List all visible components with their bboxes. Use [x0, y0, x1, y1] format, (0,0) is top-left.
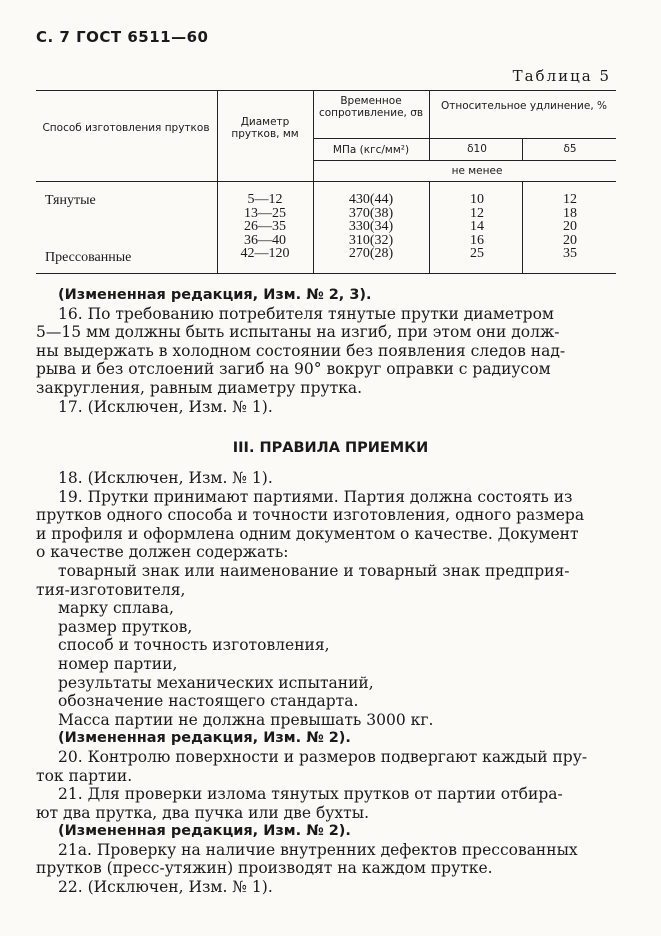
table-col-divider	[522, 181, 523, 273]
paragraph-22: 22. (Исключен, Изм. № 1).	[58, 878, 273, 897]
table-col-divider	[217, 90, 218, 273]
list-item: марку сплава,	[58, 599, 174, 618]
text-block-1	[36, 286, 610, 416]
column-d5	[527, 193, 613, 261]
table-col-divider	[429, 90, 430, 160]
header-strength-unit: МПа (кгс/мм²)	[332, 144, 410, 156]
column-diameter	[225, 193, 305, 261]
paragraph-19-line: 19. Прутки принимают партиями. Партия должна состоять из	[58, 487, 573, 506]
header-min: не менее	[451, 165, 503, 177]
table-subhead-rule	[313, 138, 616, 139]
table-cell: 12	[563, 192, 577, 207]
paragraph-21-line: ют два прутка, два пучка или две бухты.	[36, 803, 369, 822]
paragraph-19-line: прутков одного способа и точности изготовления, одного размера	[36, 506, 585, 525]
paragraph-19-line: и профиля и оформлена одним документом о качестве. Документ	[36, 524, 579, 543]
header-d10: δ10	[467, 143, 487, 155]
row-method-drawn: Тянутые	[45, 193, 96, 208]
table-cell: 370(38)	[348, 205, 394, 221]
table-cell: 10	[470, 192, 484, 207]
table-cell: 430(44)	[348, 192, 394, 207]
row-method-pressed: Прессованные	[45, 250, 132, 265]
paragraph-21-line: 21. Для проверки излома тянутых прутков от партии отбира-	[58, 785, 563, 804]
table-cell: 20	[563, 232, 577, 248]
amendment-note: (Измененная редакция, Изм. № 2).	[58, 730, 351, 747]
list-item: товарный знак или наименование и товарный знак предприя-	[58, 561, 570, 580]
table-cell: 310(32)	[348, 232, 394, 248]
header-method: Способ изготовления прутков	[42, 122, 210, 134]
list-item: номер партии,	[58, 654, 178, 673]
table-cell: 20	[563, 219, 577, 234]
list-item: обозначение настоящего стандарта.	[58, 692, 359, 711]
table-cell: 13—25	[244, 205, 286, 221]
table-col-divider	[429, 181, 430, 273]
list-item: размер прутков,	[58, 617, 193, 636]
paragraph-20-line: 20. Контролю поверхности и размеров подвергают каждый пру-	[58, 747, 588, 766]
column-strength	[318, 193, 424, 261]
list-item: результаты механических испытаний,	[58, 673, 374, 692]
paragraph-16-line: 5—15 мм должны быть испытаны на изгиб, при этом они долж-	[36, 323, 560, 342]
amendment-note: (Измененная редакция, Изм. № 2, 3).	[58, 287, 372, 303]
paragraph-16-line: ны выдержать в холодном состоянии без появления следов над-	[36, 341, 566, 360]
section-title: III. ПРАВИЛА ПРИЕМКИ	[232, 440, 429, 456]
table-cell: 36—40	[244, 232, 286, 248]
list-item: тия-изготовителя,	[36, 580, 186, 599]
table-cell: 270(28)	[348, 246, 394, 261]
header-diameter: Диаметр прутков, мм	[231, 116, 299, 140]
table-cell: 16	[470, 232, 484, 248]
table-cell: 26—35	[244, 219, 286, 234]
table-bottom-rule	[36, 273, 616, 274]
table-cell: 12	[470, 205, 484, 221]
amendment-note: (Измененная редакция, Изм. № 2).	[58, 823, 351, 840]
paragraph-18: 18. (Исключен, Изм. № 1).	[58, 469, 273, 487]
table-cell: 42—120	[240, 246, 290, 261]
table-col-divider	[313, 90, 314, 273]
table-cell: 14	[470, 219, 484, 234]
table-label: Таблица 5	[512, 67, 611, 85]
list-item: способ и точность изготовления,	[58, 636, 330, 655]
paragraph-20-line: ток партии.	[36, 766, 133, 785]
paragraph-19-line: о качестве должен содержать:	[36, 543, 289, 562]
header-elongation: Относительное удлинение, %	[441, 100, 607, 112]
lot-mass-note: Масса партии не должна превышать 3000 кг.	[58, 710, 434, 729]
table-col-divider	[522, 138, 523, 160]
paragraph-16-line: закругления, равным диаметру прутка.	[36, 378, 363, 397]
paragraph-16-line: 16. По требованию потребителя тянутые прутки диаметром	[58, 304, 554, 323]
paragraph-16-line: рыва и без отслоений загиб на 90° вокруг оправки с радиусом	[36, 360, 551, 379]
header-strength: Временное сопротивление, σв	[318, 95, 424, 119]
table-cell: 5—12	[247, 192, 283, 207]
text-block-2	[36, 469, 610, 897]
header-d5: δ5	[563, 143, 577, 155]
paragraph-21a-line: 21а. Проверку на наличие внутренних дефектов прессованных	[58, 840, 578, 859]
table-head-rule	[36, 181, 616, 182]
paragraph-21a-line: прутков (пресс-утяжин) производят на каждом прутке.	[36, 859, 493, 878]
table-cell: 35	[563, 246, 577, 261]
paragraph-17: 17. (Исключен, Изм. № 1).	[58, 397, 273, 416]
table-cell: 25	[470, 246, 484, 261]
column-d10	[434, 193, 520, 261]
table-unit-rule	[313, 160, 616, 161]
table-top-rule	[36, 90, 616, 91]
table-cell: 330(34)	[348, 219, 394, 234]
page-header: С. 7 ГОСТ 6511—60	[36, 28, 209, 46]
table-cell: 18	[563, 205, 577, 221]
